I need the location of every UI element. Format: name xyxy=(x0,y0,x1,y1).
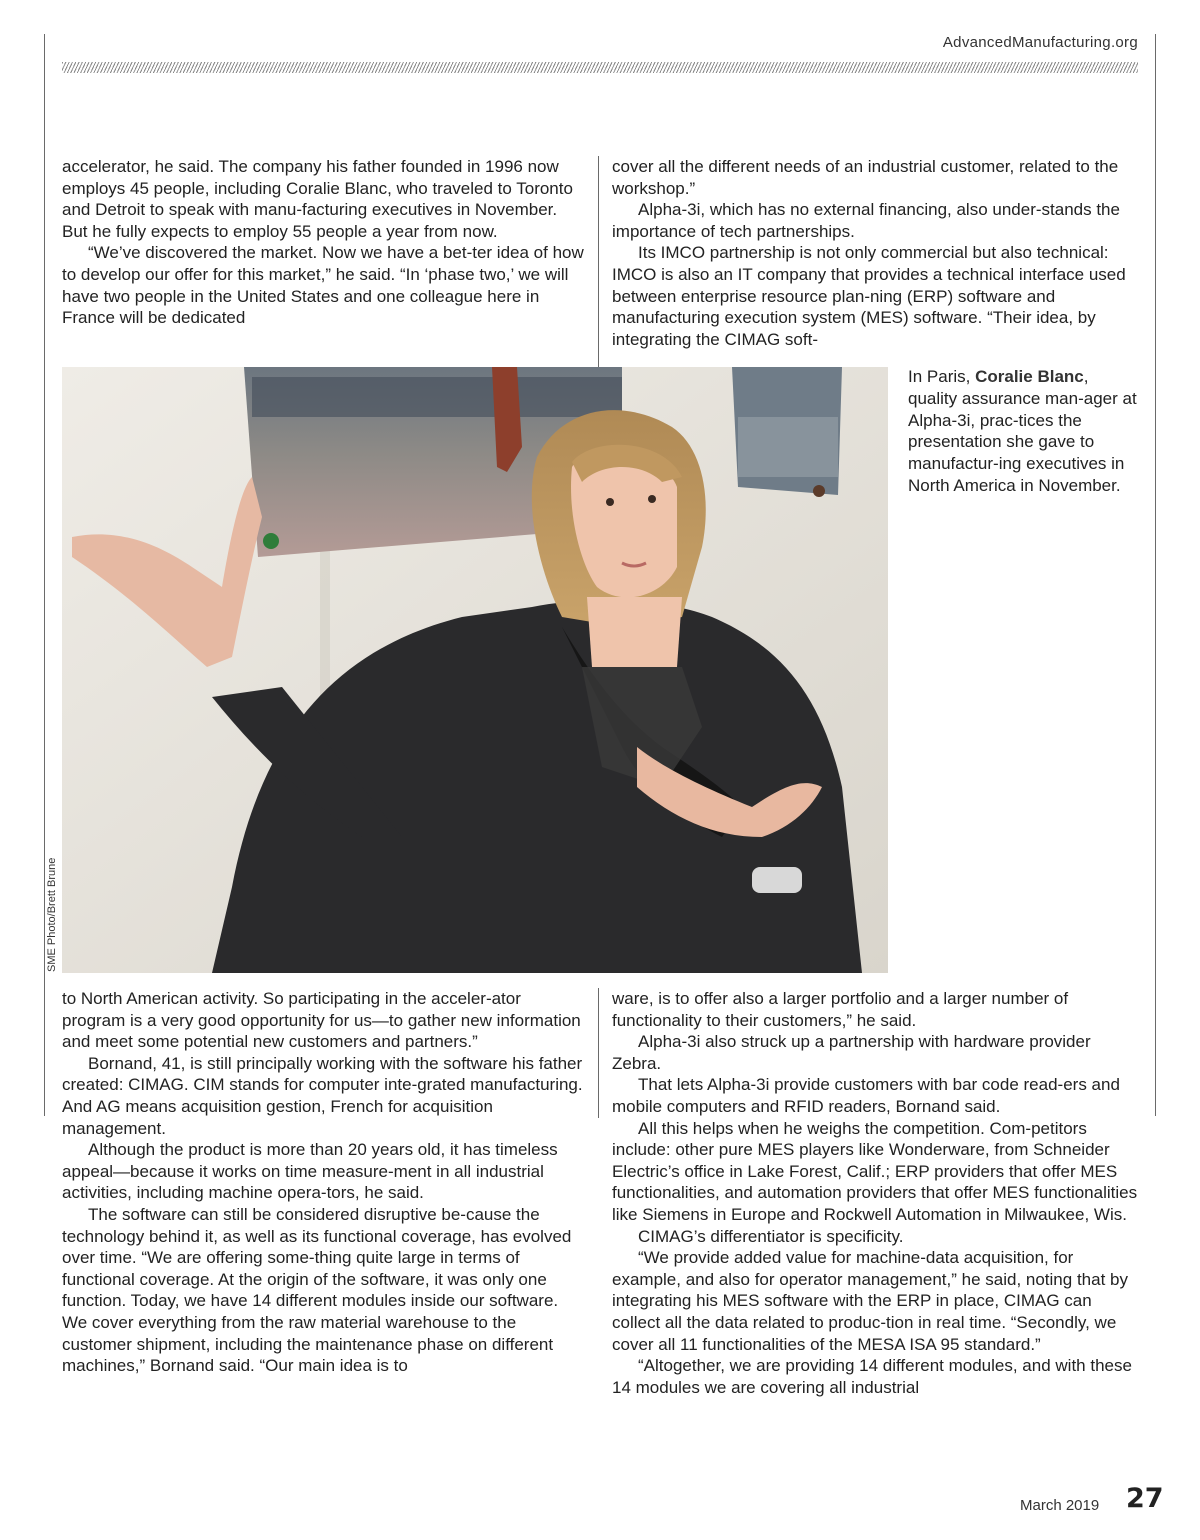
paragraph: Alpha-3i also struck up a partnership with hardware provider Zebra. xyxy=(612,1032,1091,1073)
page-number: 27 xyxy=(1126,1483,1164,1514)
paragraph: All this helps when he weighs the competition. Com-petitors include: other pure MES players like Wonderware, from Schneider Electric’s office in Lake Forest, Calif.; ERP providers that offer MES functionalities, and automation providers that offer MES functionalities like Siemens in Europe and Rockwell Automation in Milwaukee, Wis. xyxy=(612,1118,1138,1224)
caption-prefix: In Paris, xyxy=(908,367,976,386)
paragraph: The software can still be considered disruptive be-cause the technology behind it, as well as its functional coverage, has evolved over time. “We are offering some-thing quite large in terms of functional coverage. At the origin of the software, it was only one function. Today, we have 14 different modules inside our software. We cover everything from the raw material warehouse to the customer shipment, including the maintenance phase on different machines,” Bornand said. “Our main idea is to xyxy=(62,1204,572,1376)
article-column-right-bottom xyxy=(612,988,1142,1398)
site-url: AdvancedManufacturing.org xyxy=(942,34,1138,51)
article-column-left-bottom xyxy=(62,988,584,1377)
caption-name: Coralie Blanc xyxy=(975,367,1084,386)
paragraph: Alpha-3i, which has no external financing, also under-stands the importance of tech partnerships. xyxy=(612,200,1120,241)
footer-issue-date: March 2019 xyxy=(1020,1497,1100,1514)
photo-credit: SME Photo/Brett Brune xyxy=(46,857,58,972)
paragraph: cover all the different needs of an industrial customer, related to the workshop.” xyxy=(612,157,1119,198)
paragraph: Although the product is more than 20 years old, it has timeless appeal—because it works on time measure-ment in all industrial activities, including machine opera-tors, he said. xyxy=(62,1140,558,1203)
paragraph: Its IMCO partnership is not only commercial but also technical: IMCO is also an IT company that provides a technical interface used between enterprise resource plan-ning (ERP) software and manufacturing execution system (MES) software. “Their idea, by integrating the CIMAG soft- xyxy=(612,243,1126,349)
left-margin-rule xyxy=(44,34,45,1116)
article-column-left-top xyxy=(62,156,584,329)
photo-caption xyxy=(908,366,1140,497)
caption-text: , quality assurance man-ager at Alpha-3i, prac-tices the presentation she gave to manufactur-ing executives in North America in November. xyxy=(908,367,1137,495)
column-divider-bottom xyxy=(598,988,599,1118)
paragraph: “We provide added value for machine-data acquisition, for example, and also for operator management,” he said, noting that by integrating his MES software with the ERP in place, CIMAG can collect all the data related to produc-tion in real time. “Secondly, we cover all 11 functionalities of the MESA ISA 95 standard.” xyxy=(612,1248,1128,1354)
paragraph: Bornand, 41, is still principally working with the software his father created: CIMAG. CIM stands for computer inte-grated manufacturing. And AG means acquisition gestion, French for acquisition management. xyxy=(62,1053,583,1138)
photo-illustration xyxy=(62,367,888,973)
paragraph: “Altogether, we are providing 14 different modules, and with these 14 modules we are covering all industrial xyxy=(612,1356,1132,1397)
paragraph: CIMAG’s differentiator is specificity. xyxy=(638,1226,904,1246)
header-hatch-bar xyxy=(62,62,1138,73)
paragraph: “We’ve discovered the market. Now we have a bet-ter idea of how to develop our offer for this market,” he said. “In ‘phase two,’ we will have two people in the United States and one colleague here in France will be dedicated xyxy=(62,243,584,328)
article-photo xyxy=(62,367,888,973)
article-column-right-top xyxy=(612,156,1142,350)
paragraph: That lets Alpha-3i provide customers with bar code read-ers and mobile computers and RFID readers, Bornand said. xyxy=(612,1075,1120,1116)
right-margin-rule xyxy=(1155,34,1156,1116)
paragraph: to North American activity. So participating in the acceler-ator program is a very good opportunity for us—to gather new information and meet some potential new customers and partners.” xyxy=(62,989,581,1052)
paragraph: ware, is to offer also a larger portfolio and a larger number of functionality to their customers,” he said. xyxy=(612,989,1069,1030)
paragraph: accelerator, he said. The company his father founded in 1996 now employs 45 people, including Coralie Blanc, who traveled to Toronto and Detroit to speak with manu-facturing executives in November. But he fully expects to employ 55 people a year from now. xyxy=(62,157,573,241)
column-divider-top xyxy=(598,156,599,368)
